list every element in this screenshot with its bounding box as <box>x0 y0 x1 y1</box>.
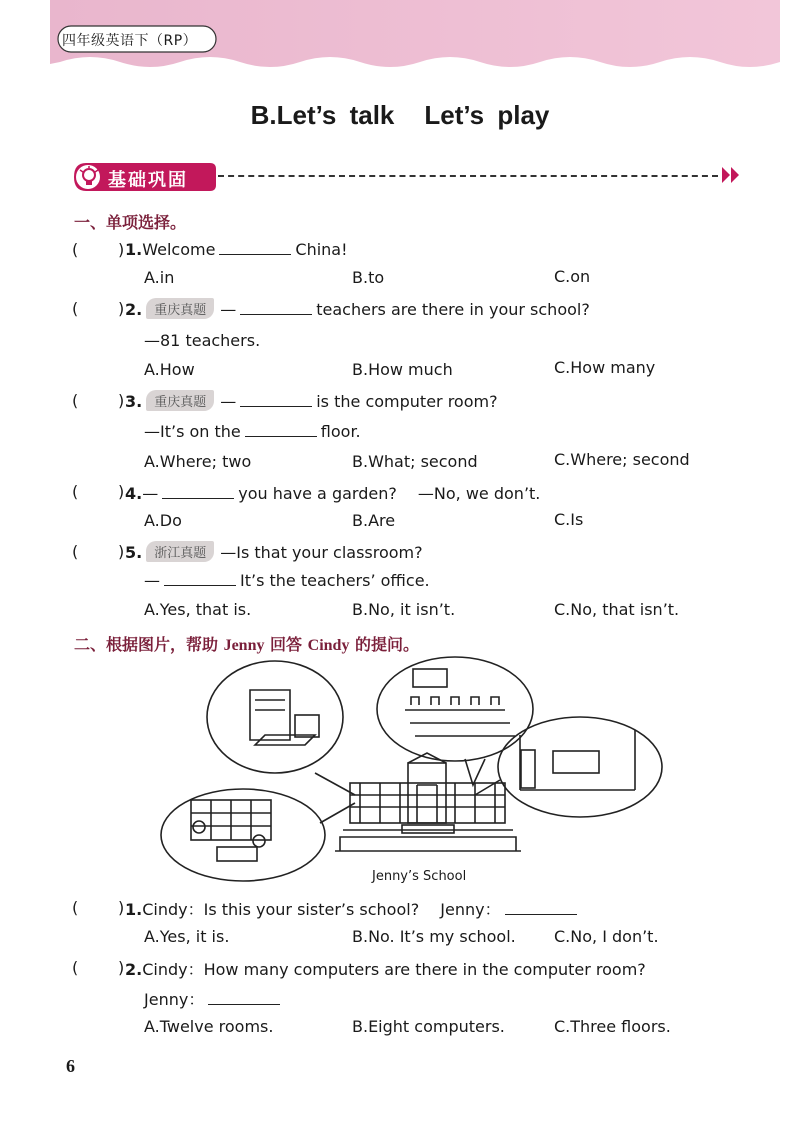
answer-blank[interactable] <box>240 300 312 315</box>
option-c[interactable]: C.Is <box>554 510 584 529</box>
title-part1: B.Let’s talk <box>250 100 395 130</box>
option-b[interactable]: B.No, it isn’t. <box>352 600 456 619</box>
library-bubble <box>161 789 325 881</box>
question-4: 4.— you have a garden? —No, we don’t. <box>125 484 541 503</box>
section-label: 基础巩固 <box>108 170 188 191</box>
answer-blank[interactable] <box>162 484 234 499</box>
title-part2: Let’s play <box>424 100 550 130</box>
option-c[interactable]: C.No, that isn’t. <box>554 600 680 619</box>
answer-blank[interactable] <box>240 392 312 407</box>
question-2: 2. 重庆真题 — teachers are there in your school? <box>125 300 590 319</box>
option-c[interactable]: C.How many <box>554 358 656 377</box>
question-3-answer: —It’s on the floor. <box>144 422 361 441</box>
answer-blank[interactable] <box>164 571 236 586</box>
option-c[interactable]: C.on <box>554 267 591 286</box>
option-a[interactable]: A.in <box>144 268 175 287</box>
option-a[interactable]: A.How <box>144 360 195 379</box>
source-tag: 重庆真题 <box>146 390 214 411</box>
school-illustration <box>155 655 675 885</box>
option-a[interactable]: A.Twelve rooms. <box>144 1017 274 1036</box>
office-bubble <box>207 661 343 773</box>
question-5: 5. 浙江真题 —Is that your classroom? <box>125 543 423 562</box>
double-arrow-icon <box>722 167 740 183</box>
option-b[interactable]: B.Eight computers. <box>352 1017 505 1036</box>
answer-blank[interactable] <box>505 900 577 915</box>
part2-heading: 二、根据图片，帮助 Jenny 回答 Cindy 的提问。 <box>74 635 420 654</box>
option-a[interactable]: A.Where; two <box>144 452 252 471</box>
picture-caption: Jenny’s School <box>372 869 467 884</box>
option-a[interactable]: A.Yes, that is. <box>144 600 252 619</box>
answer-paren[interactable]: ( <box>72 482 79 501</box>
book-label: 四年级英语下（RP） <box>62 33 198 49</box>
answer-paren[interactable]: ( <box>72 391 79 410</box>
answer-blank[interactable] <box>245 422 317 437</box>
option-c[interactable]: C.Three floors. <box>554 1017 671 1036</box>
part2-question-2: 2.Cindy：How many computers are there in the computer room? <box>125 960 646 979</box>
answer-paren[interactable]: ( <box>72 958 79 977</box>
answer-paren[interactable]: ( <box>72 542 79 561</box>
option-b[interactable]: B.What; second <box>352 452 478 471</box>
page-number: 6 <box>66 1056 75 1076</box>
section-divider <box>218 175 718 177</box>
part1-heading: 一、单项选择。 <box>74 213 187 232</box>
question-2-answer: —81 teachers. <box>144 331 261 350</box>
question-3: 3. 重庆真题 — is the computer room? <box>125 392 498 411</box>
option-b[interactable]: B.How much <box>352 360 453 379</box>
answer-paren[interactable]: ( <box>72 299 79 318</box>
section-badge <box>72 161 217 193</box>
answer-paren[interactable]: ( <box>72 898 79 917</box>
part2-question-1: 1.Cindy：Is this your sister’s school? Jenny： <box>125 897 581 920</box>
option-a[interactable]: A.Do <box>144 511 182 530</box>
option-c[interactable]: C.Where; second <box>554 450 690 469</box>
answer-blank[interactable] <box>219 240 291 255</box>
answer-paren[interactable]: ( <box>72 240 79 259</box>
option-c[interactable]: C.No, I don’t. <box>554 927 659 946</box>
part2-question-2-answer: Jenny： <box>144 987 284 1010</box>
option-a[interactable]: A.Yes, it is. <box>144 927 230 946</box>
question-5-answer: — It’s the teachers’ office. <box>144 571 430 590</box>
lightbulb-icon <box>78 166 100 188</box>
computer-room-bubble <box>377 657 533 761</box>
option-b[interactable]: B.to <box>352 268 385 287</box>
classroom-bubble <box>498 717 662 817</box>
option-b[interactable]: B.No. It’s my school. <box>352 927 516 946</box>
source-tag: 重庆真题 <box>146 298 214 319</box>
page-title <box>0 100 800 131</box>
question-1: 1.Welcome China! <box>125 240 348 259</box>
option-b[interactable]: B.Are <box>352 511 396 530</box>
answer-blank[interactable] <box>208 990 280 1005</box>
source-tag: 浙江真题 <box>146 541 214 562</box>
